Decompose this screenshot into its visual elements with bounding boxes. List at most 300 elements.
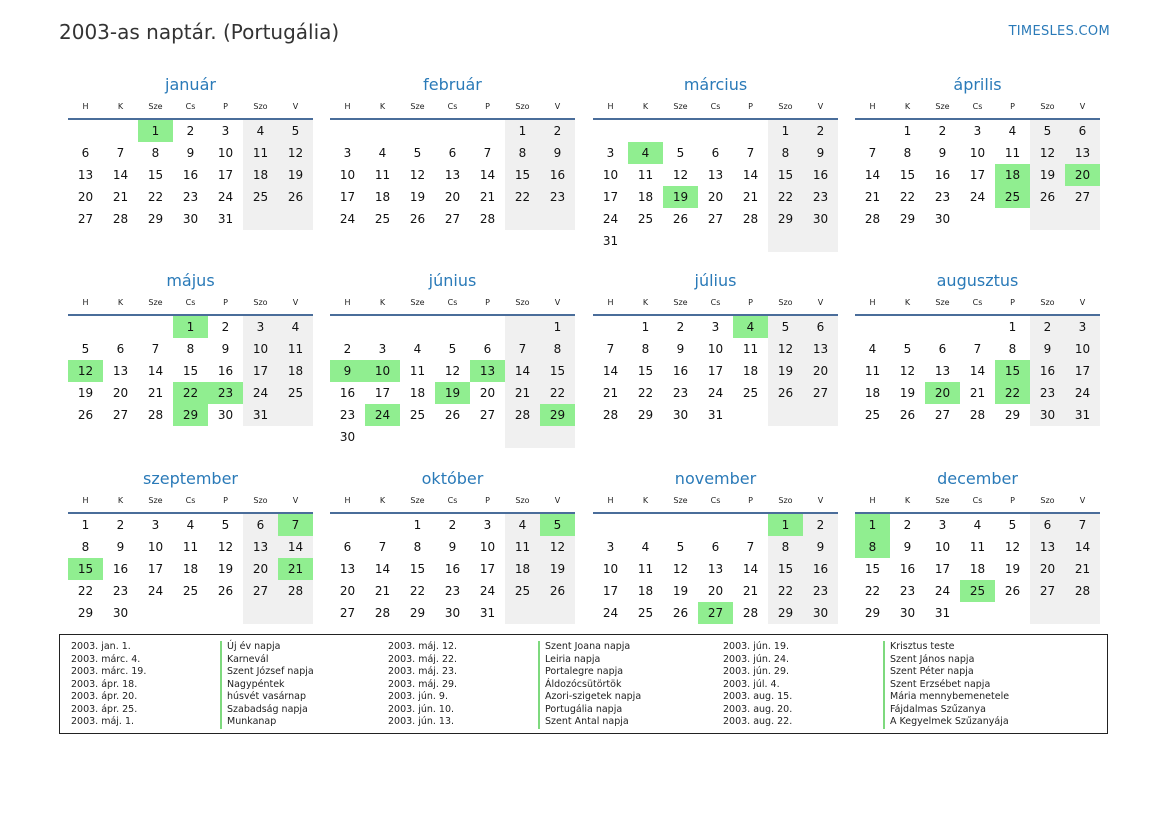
weekday-label: Sze: [673, 298, 688, 307]
day-cell: 24: [602, 212, 619, 226]
day-cell: 29: [777, 606, 794, 620]
holiday-name: Szent Péter napja: [883, 666, 1009, 679]
weekday-label: H: [869, 496, 876, 505]
holiday-day-cell: 8: [855, 536, 890, 558]
day-cell: 28: [742, 212, 759, 226]
day-cell: 23: [444, 584, 461, 598]
holiday-name: Portalegre napja: [538, 666, 641, 679]
weekday-label: K: [117, 496, 124, 505]
day-cell: 10: [252, 342, 269, 356]
day-cell: 27: [112, 408, 129, 422]
day-cell: 12: [899, 364, 916, 378]
day-cell: 17: [374, 386, 391, 400]
day-cell: 14: [864, 168, 881, 182]
day-cell: 6: [448, 146, 457, 160]
day-cell: 2: [116, 518, 125, 532]
weekday-label: Sze: [148, 298, 163, 307]
day-cell: 8: [781, 540, 790, 554]
weekday-label: Szo: [1040, 298, 1055, 307]
day-cell: 8: [81, 540, 90, 554]
day-cell: 21: [479, 190, 496, 204]
day-cell: 2: [553, 124, 562, 138]
holiday-date: 2003. máj. 23.: [388, 666, 458, 677]
day-cell: 12: [444, 364, 461, 378]
day-cell: 9: [1043, 342, 1052, 356]
holiday-day-cell: 15: [68, 558, 103, 580]
holiday-day-cell: 20: [1065, 164, 1100, 186]
month-name: november: [674, 469, 757, 488]
holiday-name: Munkanap: [220, 716, 314, 729]
day-cell: 23: [549, 190, 566, 204]
day-cell: 25: [252, 190, 269, 204]
day-cell: 11: [637, 562, 654, 576]
day-cell: 29: [77, 606, 94, 620]
day-cell: 20: [1039, 562, 1056, 576]
weekday-label: Sze: [935, 496, 950, 505]
day-cell: 11: [742, 342, 759, 356]
holiday-date: 2003. jún. 13.: [388, 716, 455, 727]
month-name: december: [937, 469, 1018, 488]
day-cell: 30: [812, 212, 829, 226]
weekday-label: K: [642, 298, 649, 307]
day-cell: 31: [707, 408, 724, 422]
day-cell: 8: [518, 146, 527, 160]
day-cell: 12: [549, 540, 566, 554]
day-cell: 15: [637, 364, 654, 378]
weekday-label: P: [1010, 496, 1015, 505]
day-cell: 24: [707, 386, 724, 400]
day-cell: 11: [409, 364, 426, 378]
day-cell: 7: [483, 146, 492, 160]
day-cell: 8: [413, 540, 422, 554]
day-cell: 3: [256, 320, 265, 334]
day-cell: 25: [637, 212, 654, 226]
day-cell: 25: [374, 212, 391, 226]
day-cell: 22: [409, 584, 426, 598]
day-cell: 13: [707, 562, 724, 576]
day-cell: 12: [777, 342, 794, 356]
holiday-day-cell: 25: [960, 580, 995, 602]
day-cell: 2: [221, 320, 230, 334]
day-cell: 15: [899, 168, 916, 182]
day-cell: 19: [672, 584, 689, 598]
day-cell: 20: [707, 190, 724, 204]
weekday-label: Szo: [253, 298, 268, 307]
weekday-label: P: [223, 298, 228, 307]
holiday-day-cell: 20: [925, 382, 960, 404]
weekday-label: K: [379, 298, 386, 307]
day-cell: 11: [252, 146, 269, 160]
weekday-label: V: [554, 298, 561, 307]
day-cell: 7: [116, 146, 125, 160]
weekday-label: H: [82, 298, 89, 307]
day-cell: 7: [378, 540, 387, 554]
holiday-name: Áldozócsütörtök: [538, 679, 641, 692]
weekday-label: Cs: [710, 298, 721, 307]
brand-link[interactable]: TIMESLES.COM: [1008, 24, 1110, 39]
day-cell: 17: [339, 190, 356, 204]
weekday-label: K: [904, 298, 911, 307]
day-cell: 13: [812, 342, 829, 356]
day-cell: 14: [1074, 540, 1091, 554]
day-cell: 20: [252, 562, 269, 576]
day-cell: 20: [812, 364, 829, 378]
month-name: június: [428, 271, 477, 290]
day-cell: 14: [969, 364, 986, 378]
day-cell: 21: [742, 584, 759, 598]
weekday-label: Cs: [972, 496, 983, 505]
day-cell: 5: [81, 342, 90, 356]
day-cell: 9: [553, 146, 562, 160]
day-cell: 12: [672, 168, 689, 182]
month-augusztus: [855, 270, 1100, 460]
day-cell: 13: [1039, 540, 1056, 554]
day-cell: 26: [777, 386, 794, 400]
weekday-label: P: [1010, 102, 1015, 111]
day-cell: 26: [672, 606, 689, 620]
day-cell: 1: [641, 320, 650, 334]
day-cell: 16: [899, 562, 916, 576]
day-cell: 4: [518, 518, 527, 532]
day-cell: 13: [707, 168, 724, 182]
weekday-label: Szo: [253, 102, 268, 111]
day-cell: 11: [1004, 146, 1021, 160]
month-name: augusztus: [936, 271, 1019, 290]
day-cell: 25: [409, 408, 426, 422]
day-cell: 15: [864, 562, 881, 576]
holiday-name: Szabadság napja: [220, 704, 314, 717]
day-cell: 9: [221, 342, 230, 356]
day-cell: 21: [864, 190, 881, 204]
day-cell: 10: [339, 168, 356, 182]
day-cell: 5: [413, 146, 422, 160]
day-cell: 28: [112, 212, 129, 226]
day-cell: 25: [864, 408, 881, 422]
weekday-label: Sze: [935, 102, 950, 111]
day-cell: 27: [444, 212, 461, 226]
day-cell: 23: [812, 584, 829, 598]
month-name: április: [953, 75, 1002, 94]
weekday-label: V: [817, 496, 824, 505]
day-cell: 22: [77, 584, 94, 598]
day-cell: 10: [1074, 342, 1091, 356]
weekday-label: Szo: [515, 102, 530, 111]
month-name: október: [421, 469, 484, 488]
day-cell: 19: [1004, 562, 1021, 576]
day-cell: 4: [1008, 124, 1017, 138]
day-cell: 30: [672, 408, 689, 422]
day-cell: 16: [812, 562, 829, 576]
weekday-label: Cs: [710, 102, 721, 111]
weekday-label: Szo: [515, 496, 530, 505]
day-cell: 22: [549, 386, 566, 400]
day-cell: 15: [147, 168, 164, 182]
day-cell: 16: [182, 168, 199, 182]
holiday-day-cell: 5: [540, 514, 575, 536]
holiday-day-cell: 4: [733, 316, 768, 338]
day-cell: 2: [938, 124, 947, 138]
holiday-date: 2003. máj. 12.: [388, 641, 458, 652]
day-cell: 17: [707, 364, 724, 378]
day-cell: 30: [217, 408, 234, 422]
day-cell: 4: [291, 320, 300, 334]
day-cell: 19: [409, 190, 426, 204]
holiday-date: 2003. jún. 10.: [388, 703, 455, 715]
day-cell: 25: [637, 606, 654, 620]
day-cell: 3: [606, 540, 615, 554]
day-cell: 10: [934, 540, 951, 554]
day-cell: 26: [409, 212, 426, 226]
holiday-day-cell: 19: [663, 186, 698, 208]
day-cell: 7: [973, 342, 982, 356]
day-cell: 5: [903, 342, 912, 356]
day-cell: 2: [816, 518, 825, 532]
day-cell: 18: [637, 584, 654, 598]
day-cell: 24: [1074, 386, 1091, 400]
weekday-label: V: [1079, 496, 1086, 505]
day-cell: 27: [812, 386, 829, 400]
day-cell: 6: [81, 146, 90, 160]
holiday-day-cell: 1: [855, 514, 890, 536]
day-cell: 28: [1074, 584, 1091, 598]
weekday-label: Szo: [1040, 102, 1055, 111]
day-cell: 20: [112, 386, 129, 400]
day-cell: 2: [1043, 320, 1052, 334]
weekday-label: K: [642, 102, 649, 111]
day-cell: 11: [287, 342, 304, 356]
day-cell: 13: [1074, 146, 1091, 160]
day-cell: 11: [374, 168, 391, 182]
day-cell: 4: [868, 342, 877, 356]
day-cell: 7: [746, 146, 755, 160]
weekday-label: Cs: [972, 298, 983, 307]
holiday-name: Mária mennybemenetele: [883, 691, 1009, 704]
month-szeptember: [68, 468, 313, 658]
day-cell: 11: [637, 168, 654, 182]
day-cell: 19: [287, 168, 304, 182]
holiday-name: húsvét vasárnap: [220, 691, 314, 704]
weekday-label: Cs: [447, 496, 458, 505]
day-cell: 18: [182, 562, 199, 576]
day-cell: 23: [812, 190, 829, 204]
day-cell: 7: [746, 540, 755, 554]
weekday-label: V: [292, 298, 299, 307]
holiday-day-cell: 24: [365, 404, 400, 426]
day-cell: 1: [518, 124, 527, 138]
day-cell: 30: [934, 212, 951, 226]
day-cell: 30: [339, 430, 356, 444]
day-cell: 2: [448, 518, 457, 532]
day-cell: 14: [112, 168, 129, 182]
day-cell: 27: [707, 212, 724, 226]
holiday-name: Karnevál: [220, 654, 314, 667]
weekday-label: H: [344, 102, 351, 111]
holiday-names-column: [883, 641, 1009, 729]
weekday-label: Szo: [253, 496, 268, 505]
holiday-day-cell: 23: [208, 382, 243, 404]
day-cell: 26: [1004, 584, 1021, 598]
holiday-date: 2003. máj. 29.: [388, 678, 458, 690]
holiday-name: Leiria napja: [538, 654, 641, 667]
day-cell: 5: [221, 518, 230, 532]
day-cell: 28: [374, 606, 391, 620]
holiday-dates-column: [388, 641, 457, 729]
day-cell: 11: [182, 540, 199, 554]
day-cell: 5: [676, 146, 685, 160]
weekday-label: P: [485, 102, 490, 111]
day-cell: 26: [672, 212, 689, 226]
weekday-label: H: [607, 496, 614, 505]
holiday-name: Szent János napja: [883, 654, 1009, 667]
day-cell: 6: [938, 342, 947, 356]
holiday-day-cell: 19: [435, 382, 470, 404]
holiday-name: Szent Antal napja: [538, 716, 641, 729]
holiday-day-cell: 18: [995, 164, 1030, 186]
day-cell: 27: [77, 212, 94, 226]
weekday-label: V: [817, 102, 824, 111]
day-cell: 23: [672, 386, 689, 400]
day-cell: 4: [413, 342, 422, 356]
weekday-label: K: [379, 102, 386, 111]
day-cell: 15: [409, 562, 426, 576]
day-cell: 27: [934, 408, 951, 422]
weekday-label: Szo: [1040, 496, 1055, 505]
day-cell: 18: [742, 364, 759, 378]
day-cell: 14: [147, 364, 164, 378]
holiday-day-cell: 22: [995, 382, 1030, 404]
day-cell: 25: [514, 584, 531, 598]
day-cell: 6: [256, 518, 265, 532]
weekday-label: Cs: [972, 102, 983, 111]
day-cell: 19: [1039, 168, 1056, 182]
day-cell: 22: [864, 584, 881, 598]
holiday-date: 2003. jan. 1.: [71, 641, 131, 652]
day-cell: 1: [413, 518, 422, 532]
holiday-day-cell: 12: [68, 360, 103, 382]
day-cell: 4: [378, 146, 387, 160]
weekday-label: P: [748, 496, 753, 505]
day-cell: 12: [672, 562, 689, 576]
day-cell: 24: [147, 584, 164, 598]
holiday-name: A Kegyelmek Szűzanyája: [883, 716, 1009, 729]
day-cell: 22: [777, 584, 794, 598]
day-cell: 14: [287, 540, 304, 554]
holiday-names-column: [220, 641, 314, 729]
day-cell: 11: [864, 364, 881, 378]
day-cell: 2: [903, 518, 912, 532]
day-cell: 26: [549, 584, 566, 598]
holiday-day-cell: 21: [278, 558, 313, 580]
day-cell: 2: [676, 320, 685, 334]
day-cell: 16: [812, 168, 829, 182]
weekday-label: H: [344, 496, 351, 505]
day-cell: 28: [969, 408, 986, 422]
day-cell: 7: [1078, 518, 1087, 532]
day-cell: 18: [969, 562, 986, 576]
holiday-name: Azori-szigetek napja: [538, 691, 641, 704]
day-cell: 31: [602, 234, 619, 248]
day-cell: 9: [448, 540, 457, 554]
day-cell: 7: [518, 342, 527, 356]
weekday-label: H: [607, 102, 614, 111]
day-cell: 28: [514, 408, 531, 422]
holiday-date: 2003. márc. 19.: [71, 666, 147, 677]
day-cell: 18: [864, 386, 881, 400]
day-cell: 3: [938, 518, 947, 532]
weekday-label: Cs: [447, 298, 458, 307]
day-cell: 24: [934, 584, 951, 598]
weekday-label: Cs: [185, 496, 196, 505]
day-cell: 8: [1008, 342, 1017, 356]
weekday-label: Cs: [710, 496, 721, 505]
day-cell: 12: [409, 168, 426, 182]
day-cell: 17: [602, 190, 619, 204]
day-cell: 22: [899, 190, 916, 204]
day-cell: 4: [256, 124, 265, 138]
day-cell: 15: [182, 364, 199, 378]
day-cell: 27: [1074, 190, 1091, 204]
holiday-date: 2003. jún. 29.: [723, 666, 790, 677]
weekday-label: H: [607, 298, 614, 307]
weekday-label: K: [117, 102, 124, 111]
holiday-date: 2003. jún. 24.: [723, 653, 790, 665]
day-cell: 31: [479, 606, 496, 620]
holiday-date: 2003. máj. 1.: [71, 716, 135, 727]
day-cell: 19: [899, 386, 916, 400]
day-cell: 21: [1074, 562, 1091, 576]
day-cell: 27: [479, 408, 496, 422]
month-október: [330, 468, 575, 658]
day-cell: 8: [553, 342, 562, 356]
day-cell: 1: [781, 124, 790, 138]
day-cell: 20: [77, 190, 94, 204]
day-cell: 13: [934, 364, 951, 378]
holiday-date: 2003. ápr. 20.: [71, 691, 138, 702]
day-cell: 28: [864, 212, 881, 226]
holiday-date: 2003. ápr. 25.: [71, 703, 138, 715]
holiday-day-cell: 25: [995, 186, 1030, 208]
day-cell: 14: [742, 168, 759, 182]
holiday-day-cell: 1: [768, 514, 803, 536]
day-cell: 3: [483, 518, 492, 532]
weekday-label: V: [817, 298, 824, 307]
day-cell: 27: [339, 606, 356, 620]
day-cell: 26: [77, 408, 94, 422]
weekday-label: K: [379, 496, 386, 505]
day-cell: 23: [899, 584, 916, 598]
day-cell: 12: [287, 146, 304, 160]
day-cell: 20: [444, 190, 461, 204]
weekday-label: P: [485, 298, 490, 307]
day-cell: 18: [252, 168, 269, 182]
day-cell: 29: [864, 606, 881, 620]
month-november: [593, 468, 838, 658]
day-cell: 5: [1008, 518, 1017, 532]
weekday-label: K: [904, 102, 911, 111]
month-július: [593, 270, 838, 460]
weekday-label: V: [292, 496, 299, 505]
weekday-label: Szo: [515, 298, 530, 307]
day-cell: 18: [409, 386, 426, 400]
day-cell: 25: [287, 386, 304, 400]
day-cell: 2: [816, 124, 825, 138]
holiday-day-cell: 9: [330, 360, 365, 382]
day-cell: 4: [641, 540, 650, 554]
month-április: [855, 74, 1100, 264]
day-cell: 16: [444, 562, 461, 576]
holiday-list: [59, 634, 1108, 734]
day-cell: 4: [186, 518, 195, 532]
